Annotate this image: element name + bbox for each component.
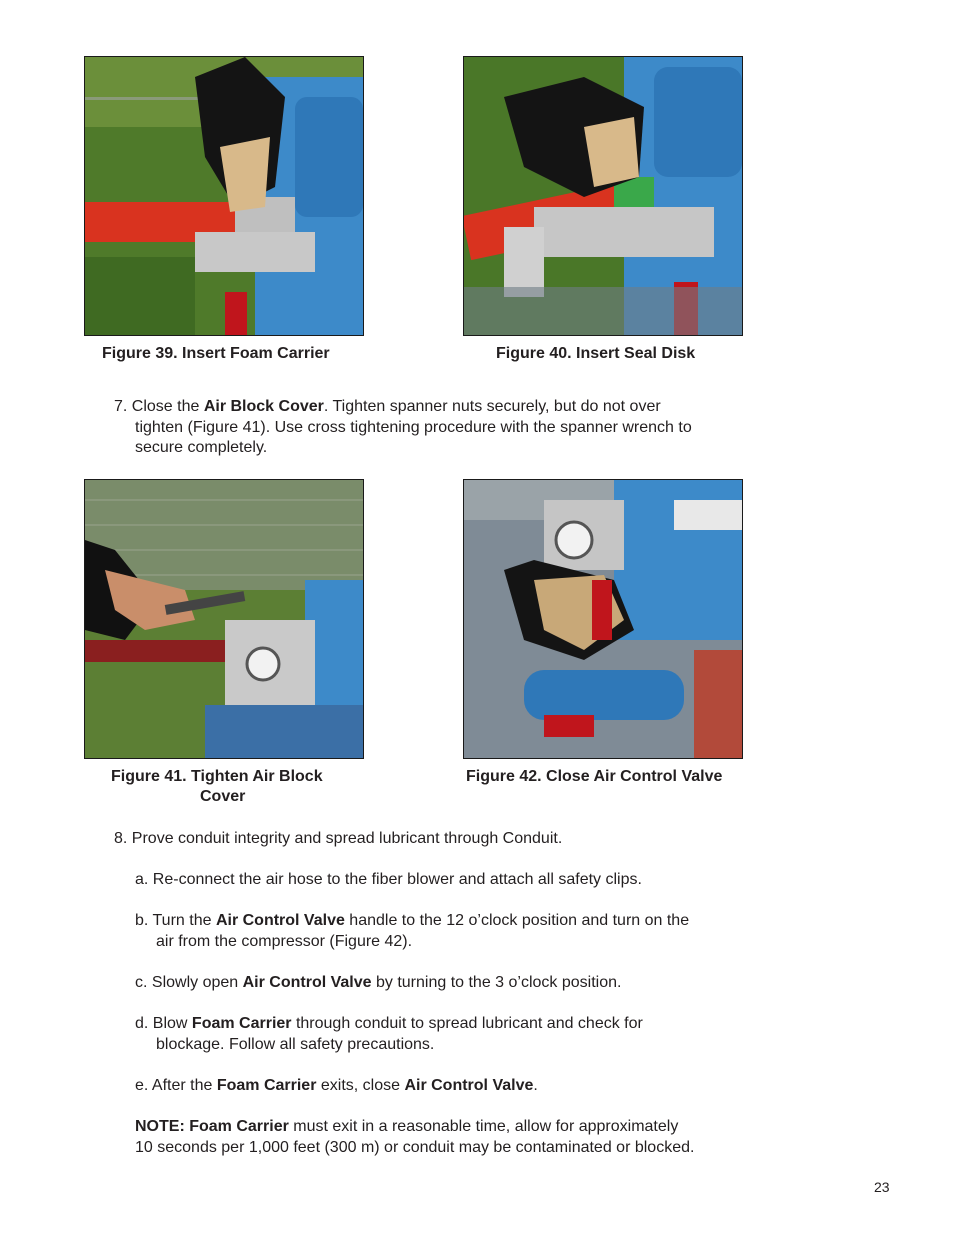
figure-41-caption-line-2: Cover [200,788,246,805]
figure-42-photo [463,479,743,759]
note-line-2: 10 seconds per 1,000 feet (300 m) or conduit may be contaminated or blocked. [135,1139,695,1156]
figure-40-caption: Figure 40. Insert Seal Disk [496,345,696,362]
step-8b-bold-term: Air Control Valve [215,912,345,929]
step-8b-line-1 [135,910,689,931]
step-8c-text: by turning to the 3 o’clock position. [371,974,622,991]
step-7-line-3: secure completely. [135,439,268,456]
step-8-intro: 8. Prove conduit integrity and spread lubricant through Conduit. [114,830,563,847]
step-8d-line-1 [135,1013,643,1034]
step-8d-line-2: blockage. Follow all safety precautions. [156,1036,435,1053]
note-text: must exit in a reasonable time, allow for approximately [288,1118,679,1135]
figure-39-photo [84,56,364,336]
step-8e [135,1075,538,1096]
figure-39-caption: Figure 39. Insert Foam Carrier [102,345,330,362]
step-8e-bold-term: Foam Carrier [216,1077,317,1094]
figure-42-caption: Figure 42. Close Air Control Valve [466,768,723,785]
step-8b-text: handle to the 12 o’clock position and turn on the [344,912,690,929]
figure-40-photo [463,56,743,336]
step-8e-text: exits, close [316,1077,405,1094]
step-8e-text: e. After the [135,1077,217,1094]
figure-41-photo [84,479,364,759]
step-8d-bold-term: Foam Carrier [191,1015,292,1032]
figure-41-caption-line-1: Figure 41. Tighten Air Block [111,768,323,785]
step-7-bold-term: Air Block Cover [203,398,324,415]
step-8c-bold-term: Air Control Valve [242,974,372,991]
step-8d-text: through conduit to spread lubricant and check for [291,1015,643,1032]
step-8c-text: c. Slowly open [135,974,243,991]
step-7-line-2: tighten (Figure 41). Use cross tightening procedure with the spanner wrench to [135,419,692,436]
step-8c [135,972,621,993]
step-8e-bold-term: Air Control Valve [404,1077,534,1094]
note-label: NOTE: Foam Carrier [135,1118,289,1135]
page-number: 23 [874,1179,890,1195]
step-7-text: 7. Close the [114,398,204,415]
step-8b-line-2: air from the compressor (Figure 42). [156,933,413,950]
step-7-line-1 [114,396,661,417]
step-8a: a. Re-connect the air hose to the fiber blower and attach all safety clips. [135,871,642,888]
step-8d-text: d. Blow [135,1015,192,1032]
step-7-text: . Tighten spanner nuts securely, but do not over [323,398,661,415]
note-line-1 [135,1116,678,1137]
step-8b-text: b. Turn the [135,912,216,929]
step-8e-text: . [533,1077,538,1094]
